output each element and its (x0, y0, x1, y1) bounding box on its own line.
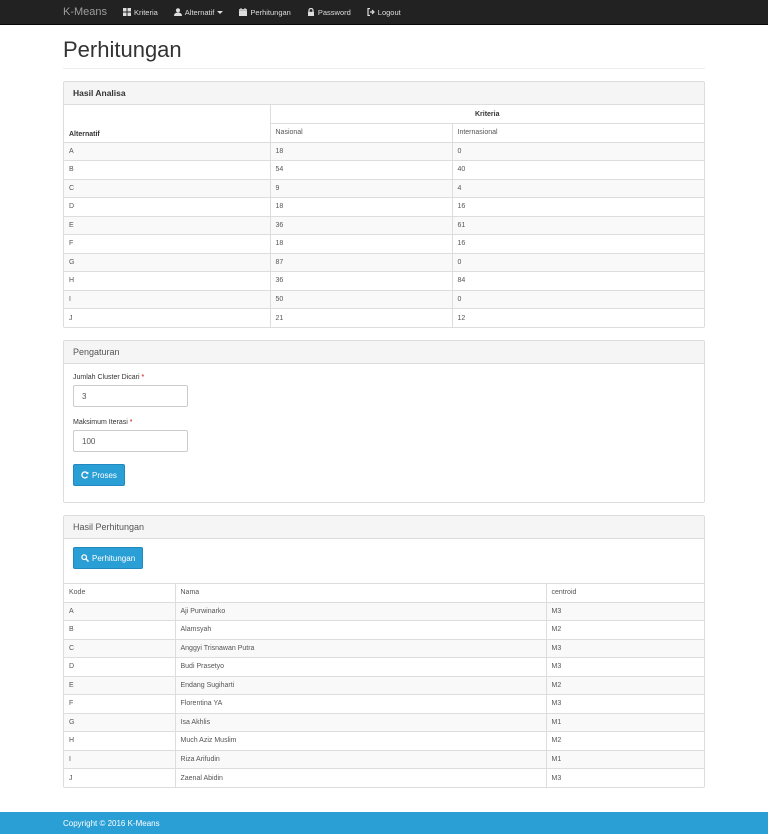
table-row (64, 290, 704, 309)
cell-alternatif: A (64, 142, 270, 161)
column-header-kriteria: Kriteria (270, 105, 704, 124)
cell-nama: Zaenal Abidin (175, 769, 546, 788)
hasil-analisa-panel (63, 81, 705, 328)
cell-centroid: M2 (546, 732, 704, 751)
cell-nasional: 18 (270, 235, 452, 254)
cell-nama: Budi Prasetyo (175, 658, 546, 677)
hasil-analisa-table (64, 105, 704, 327)
cell-nasional: 9 (270, 179, 452, 198)
panel-title: Hasil Analisa (73, 88, 126, 98)
cell-internasional: 0 (452, 142, 704, 161)
column-header-nama: Nama (175, 584, 546, 603)
table-row (64, 272, 704, 291)
cluster-input[interactable]: 3 (73, 385, 188, 407)
cell-centroid: M2 (546, 676, 704, 695)
cell-nasional: 36 (270, 272, 452, 291)
cell-nama: Much Aziz Muslim (175, 732, 546, 751)
cell-alternatif: F (64, 235, 270, 254)
cell-alternatif: J (64, 309, 270, 328)
cell-centroid: M1 (546, 750, 704, 769)
table-row (64, 695, 704, 714)
cell-kode: C (64, 639, 175, 658)
logout-icon (367, 8, 375, 16)
cell-kode: G (64, 713, 175, 732)
nav-label: Perhitungan (250, 7, 291, 17)
hasil-perhitungan-table (64, 583, 704, 787)
table-row (64, 142, 704, 161)
cluster-label-text: Jumlah Cluster Dicari (73, 374, 140, 381)
main-container (63, 37, 705, 788)
iterasi-label (73, 419, 695, 426)
user-icon (174, 8, 182, 16)
nav-label: Kriteria (134, 7, 158, 17)
cell-nama: Florentina YA (175, 695, 546, 714)
cell-nama: Aji Purwinarko (175, 602, 546, 621)
table-row (64, 309, 704, 328)
panel-title: Hasil Perhitungan (73, 522, 145, 532)
cell-internasional: 16 (452, 235, 704, 254)
nav-item-perhitungan[interactable] (239, 8, 290, 17)
table-row (64, 676, 704, 695)
pengaturan-panel (63, 340, 705, 503)
cell-kode: H (64, 732, 175, 751)
required-mark: * (141, 374, 145, 381)
cell-kode: J (64, 769, 175, 788)
table-row (64, 713, 704, 732)
table-row (64, 198, 704, 217)
grid-icon (123, 8, 131, 16)
column-header-nasional: Nasional (270, 124, 452, 143)
search-icon (81, 554, 89, 562)
cell-nasional: 18 (270, 198, 452, 217)
nav-label: Alternatif (184, 7, 215, 17)
cell-internasional: 4 (452, 179, 704, 198)
cell-internasional: 16 (452, 198, 704, 217)
cell-nama: Endang Sugiharti (175, 676, 546, 695)
perhitungan-button-wrap (64, 539, 704, 583)
cell-alternatif: E (64, 216, 270, 235)
cell-kode: F (64, 695, 175, 714)
perhitungan-button[interactable] (73, 547, 143, 569)
cell-alternatif: D (64, 198, 270, 217)
cell-nasional: 21 (270, 309, 452, 328)
cell-nasional: 18 (270, 142, 452, 161)
perhitungan-label: Perhitungan (92, 553, 136, 563)
table-row (64, 161, 704, 180)
nav-item-alternatif[interactable] (174, 8, 224, 17)
footer-copyright: Copyright © 2016 K-Means (63, 818, 160, 828)
cell-centroid: M3 (546, 658, 704, 677)
cell-alternatif: G (64, 253, 270, 272)
nav-item-kriteria[interactable] (123, 8, 158, 17)
cell-kode: E (64, 676, 175, 695)
iterasi-label-text: Maksimum Iterasi (73, 419, 128, 426)
cluster-label (73, 374, 695, 381)
cell-centroid: M3 (546, 639, 704, 658)
cell-centroid: M1 (546, 713, 704, 732)
cell-nasional: 87 (270, 253, 452, 272)
panel-heading (64, 341, 704, 364)
cell-centroid: M3 (546, 602, 704, 621)
iterasi-input[interactable]: 100 (73, 430, 188, 452)
cell-alternatif: I (64, 290, 270, 309)
cell-nama: Riza Arifudin (175, 750, 546, 769)
table-row (64, 235, 704, 254)
table-row (64, 216, 704, 235)
cell-alternatif: C (64, 179, 270, 198)
table-row (64, 750, 704, 769)
column-header-alternatif: Alternatif (69, 130, 100, 138)
column-header-centroid: centroid (546, 584, 704, 603)
cell-nasional: 50 (270, 290, 452, 309)
calendar-icon (239, 8, 247, 16)
pengaturan-form (64, 364, 704, 502)
cell-internasional: 12 (452, 309, 704, 328)
table-row (64, 732, 704, 751)
cell-centroid: M3 (546, 695, 704, 714)
column-header-kode: Kode (64, 584, 175, 603)
table-row (64, 769, 704, 788)
nav-item-password[interactable] (307, 8, 351, 17)
proses-button[interactable] (73, 464, 125, 486)
table-row (64, 602, 704, 621)
required-mark: * (129, 419, 133, 426)
cell-internasional: 0 (452, 253, 704, 272)
cell-nasional: 36 (270, 216, 452, 235)
cell-kode: D (64, 658, 175, 677)
cell-internasional: 61 (452, 216, 704, 235)
cell-nama: Anggyi Trisnawan Putra (175, 639, 546, 658)
cell-nama: Isa Akhlis (175, 713, 546, 732)
cell-centroid: M2 (546, 621, 704, 640)
page-title: Perhitungan (63, 37, 182, 62)
panel-heading (64, 82, 704, 105)
nav-item-logout[interactable] (367, 8, 401, 17)
cell-internasional: 40 (452, 161, 704, 180)
cell-kode: A (64, 602, 175, 621)
table-row (64, 253, 704, 272)
cell-internasional: 84 (452, 272, 704, 291)
proses-label: Proses (92, 470, 117, 480)
hasil-perhitungan-panel (63, 515, 705, 788)
cell-alternatif: B (64, 161, 270, 180)
cell-alternatif: H (64, 272, 270, 291)
brand-link[interactable]: K-Means (63, 6, 108, 18)
page-header (63, 37, 705, 69)
table-row (64, 658, 704, 677)
lock-icon (307, 8, 315, 16)
column-header-internasional: Internasional (452, 124, 704, 143)
refresh-icon (81, 471, 89, 479)
cluster-group (73, 374, 695, 407)
panel-heading (64, 516, 704, 539)
cell-nama: Alamsyah (175, 621, 546, 640)
panel-title: Pengaturan (73, 347, 120, 357)
cell-kode: I (64, 750, 175, 769)
cell-internasional: 0 (452, 290, 704, 309)
iterasi-group (73, 419, 695, 452)
nav-label: Logout (377, 7, 401, 17)
navbar (0, 0, 768, 25)
chevron-down-icon (217, 11, 223, 14)
cell-kode: B (64, 621, 175, 640)
table-row (64, 179, 704, 198)
table-row (64, 621, 704, 640)
footer (0, 812, 768, 834)
table-row (64, 639, 704, 658)
nav-label: Password (317, 7, 351, 17)
cell-centroid: M3 (546, 769, 704, 788)
cell-nasional: 54 (270, 161, 452, 180)
